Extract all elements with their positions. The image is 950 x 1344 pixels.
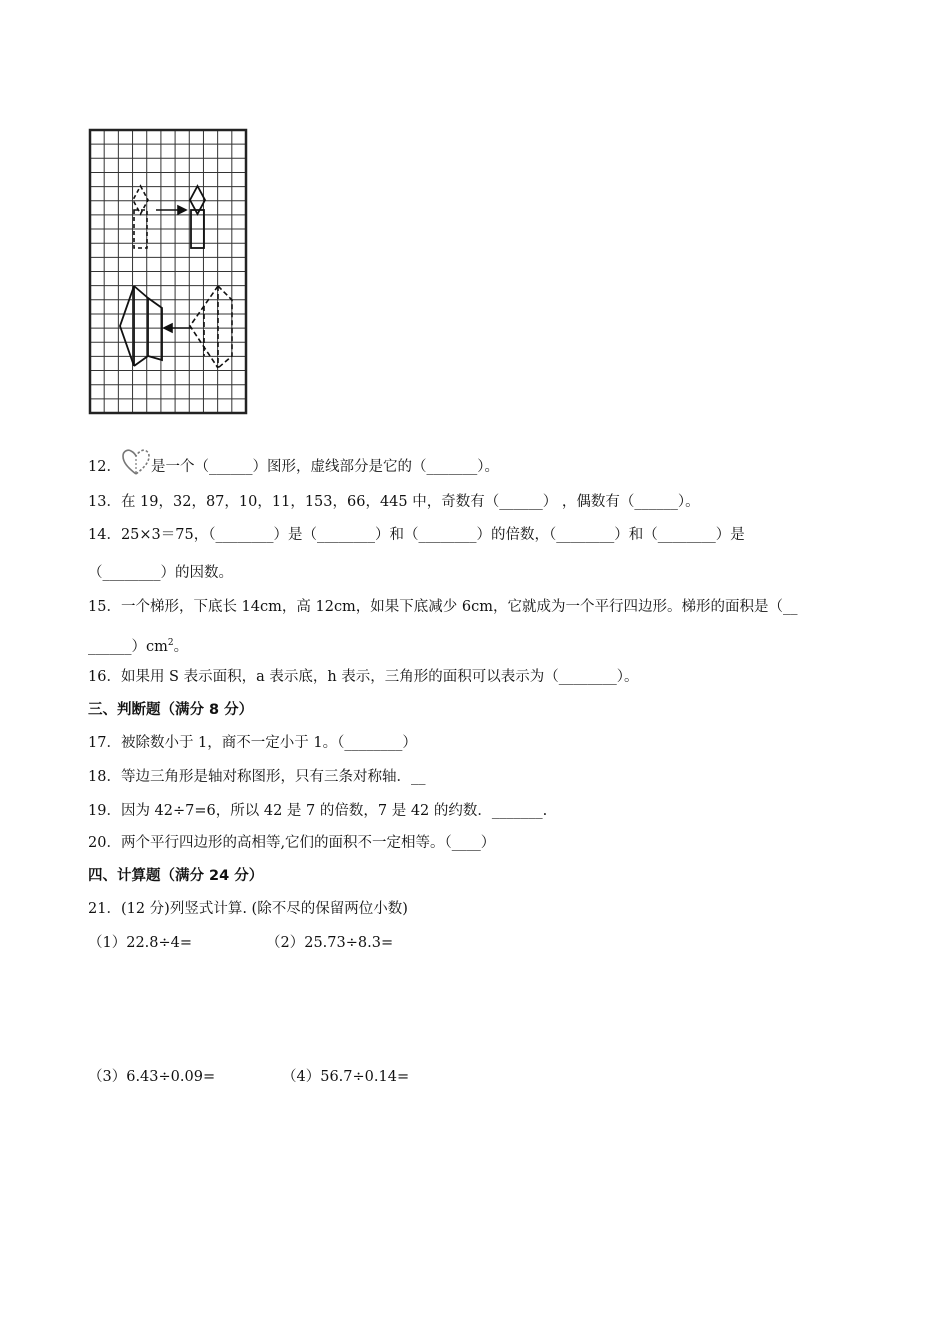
question-17: 17．被除数小于 1，商不一定小于 1。（________）	[88, 735, 417, 751]
bottom-dashed-shape	[190, 286, 232, 368]
translation-grid-figure	[88, 128, 248, 415]
section-4-title: 四、计算题（满分 24 分）	[88, 868, 264, 884]
calc-problem-3: （3）6.43÷0.09=	[88, 1069, 216, 1085]
top-dashed-shape	[133, 186, 148, 248]
question-13: 13．在 19，32，87，10，11，153，66，445 中，奇数有（______） ，偶数有（______）。	[88, 494, 700, 510]
bottom-solid-shape	[120, 286, 162, 366]
calc-problem-1: （1）22.8÷4=	[88, 935, 193, 951]
q15-answer-unit: ______）cm	[88, 638, 168, 655]
question-14-line-1: 14．25×3＝75，（________）是（________）和（________）的倍数，（________）和（________）是	[88, 527, 745, 543]
heart-symmetry-icon	[121, 447, 151, 477]
q15-superscript: 2	[167, 638, 174, 648]
q15-end: 。	[173, 638, 189, 655]
question-15-line-2	[88, 633, 188, 657]
question-21-title: 21．(12 分)列竖式计算. (除不尽的保留两位小数)	[88, 901, 408, 917]
question-12	[88, 447, 499, 477]
q12-number: 12．	[88, 459, 121, 475]
question-20: 20．两个平行四边形的高相等,它们的面积不一定相等。（____）	[88, 835, 496, 851]
question-18: 18．等边三角形是轴对称图形，只有三条对称轴．__	[88, 769, 426, 785]
calc-problem-2: （2）25.73÷8.3=	[266, 935, 394, 951]
section-3-title: 三、判断题（满分 8 分）	[88, 702, 254, 718]
calc-problem-4: （4）56.7÷0.14=	[282, 1069, 410, 1085]
top-solid-shape	[190, 186, 205, 248]
question-14-line-2: （________）的因数。	[88, 565, 233, 581]
question-15-line-1: 15．一个梯形，下底长 14cm，高 12cm，如果下底减少 6cm，它就成为一个平行四边形。梯形的面积是（__	[88, 599, 798, 615]
question-19: 19．因为 42÷7=6，所以 42 是 7 的倍数，7 是 42 的约数．_______.	[88, 803, 548, 819]
q12-text: 是一个（______）图形，虚线部分是它的（_______）。	[150, 459, 499, 475]
bottom-arrow	[164, 324, 192, 332]
question-16: 16．如果用 S 表示面积，a 表示底，h 表示，三角形的面积可以表示为（________）。	[88, 669, 639, 685]
